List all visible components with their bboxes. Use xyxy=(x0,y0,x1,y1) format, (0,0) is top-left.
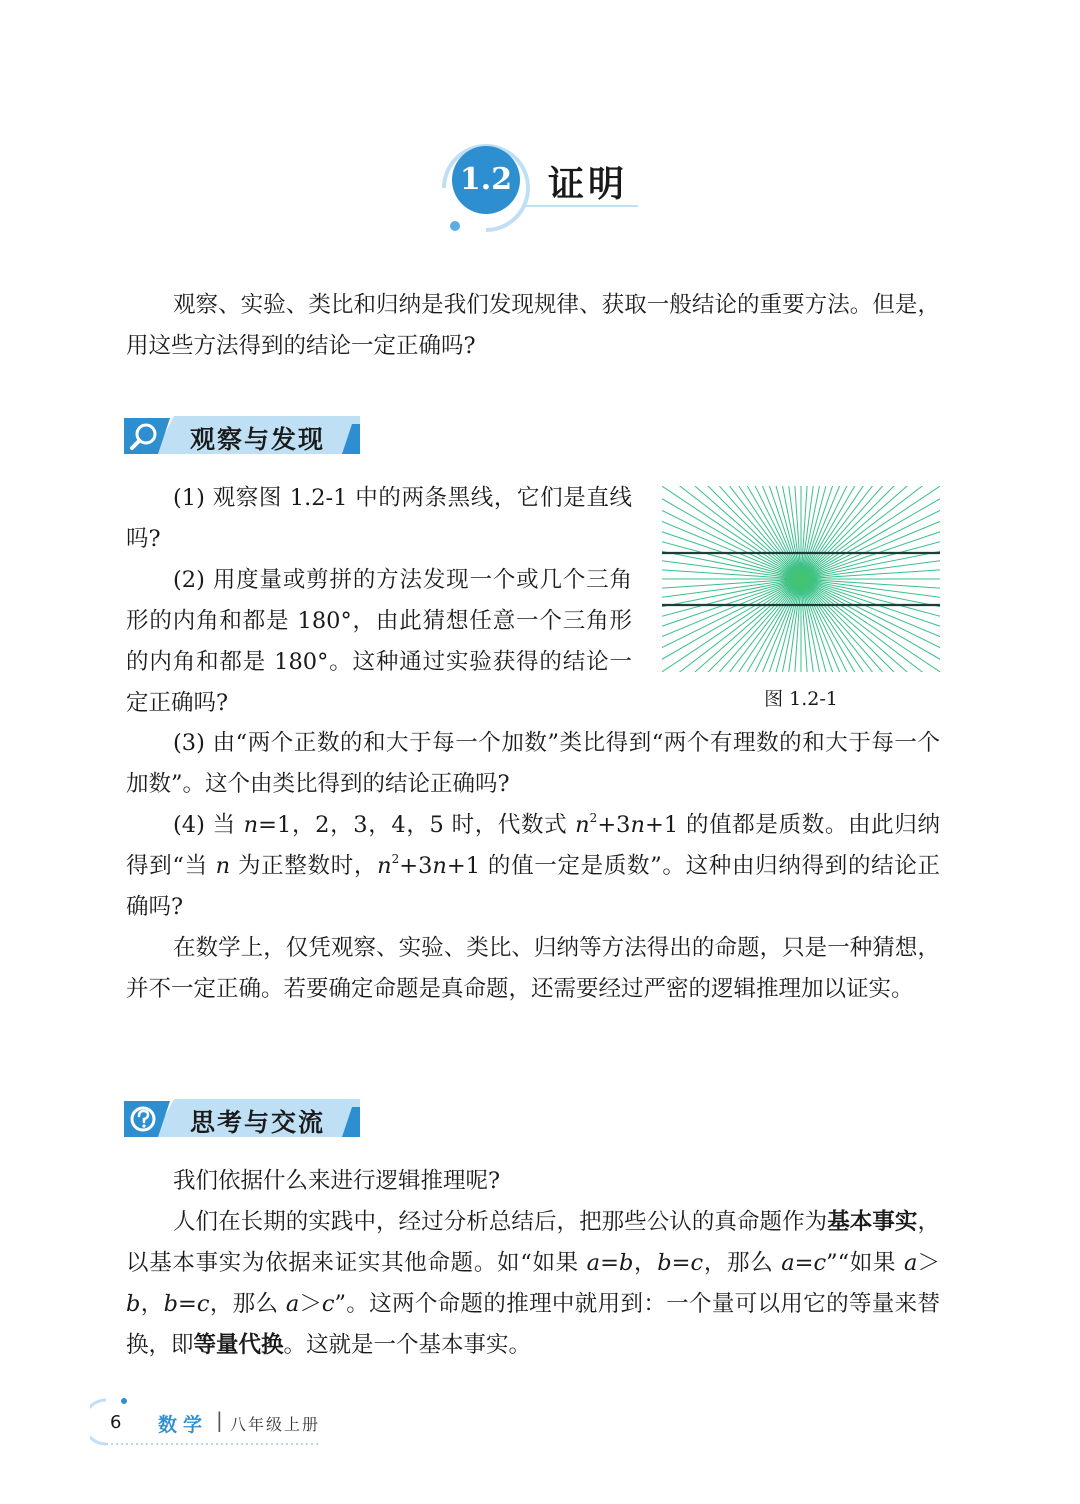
var-b: b xyxy=(657,1250,672,1276)
question-2: (2) 用度量或剪拼的方法发现一个或几个三角形的内角和都是 180°，由此猜想任意一个三角形的内角和都是 180°。这种通过实验获得的结论一定正确吗? xyxy=(126,567,632,716)
exponent: 2 xyxy=(391,852,400,866)
var-n: n xyxy=(243,812,259,838)
question-1: (1) 观察图 1.2-1 中的两条黑线，它们是直线吗? xyxy=(126,485,632,552)
var-n: n xyxy=(377,853,392,879)
q4-text: +1 的值一定是质数”。这种由归纳得到的结论正确吗? xyxy=(126,853,941,920)
para-text: ，以基本事实为依据来证实其他命题。如“如果 xyxy=(126,1209,940,1276)
q4-text: (4) 当 xyxy=(173,812,244,838)
think-question: 我们依据什么来进行逻辑推理呢? xyxy=(173,1168,501,1194)
var-c: c xyxy=(321,1291,335,1317)
var-a: a xyxy=(904,1250,918,1276)
book-grade: 八年级上册 xyxy=(230,1415,321,1434)
var-a: a xyxy=(781,1250,795,1276)
para-text: ， xyxy=(633,1250,658,1276)
term-substitution: 等量代换 xyxy=(193,1332,284,1358)
para-text: = xyxy=(794,1250,814,1276)
q4-text: 为正整数时， xyxy=(230,853,378,879)
q4-text: +3 xyxy=(597,812,631,838)
var-b: b xyxy=(618,1250,634,1276)
para-text: = xyxy=(600,1250,619,1276)
var-b: b xyxy=(126,1291,141,1317)
para-text: = xyxy=(178,1291,197,1317)
var-n: n xyxy=(575,812,590,838)
var-c: c xyxy=(813,1250,827,1276)
illusion-figure xyxy=(662,486,940,672)
center-glow xyxy=(779,561,823,597)
footer-separator: | xyxy=(216,1408,223,1432)
para-text: 人们在长期的实践中，经过分析总结后，把那些公认的真命题作为 xyxy=(173,1209,828,1235)
page-number: 6 xyxy=(110,1412,122,1433)
q4-text: +1 的值都是质数。由此归纳得到“当 xyxy=(126,812,940,879)
para-text: ＞ xyxy=(917,1250,940,1276)
q4-text: +3 xyxy=(399,853,433,879)
para-text: ，那么 xyxy=(209,1291,286,1317)
question-4 xyxy=(126,805,940,928)
var-a: a xyxy=(285,1291,300,1317)
exponent: 2 xyxy=(589,811,598,825)
var-a: a xyxy=(586,1250,601,1276)
para-text: ”。这两个命题的推理中就用到：一个量可以用它的等量来替换，即 xyxy=(126,1291,940,1358)
question-3: (3) 由“两个正数的和大于每一个加数”类比得到“两个有理数的和大于每一个加数”。这个由类比得到的结论正确吗? xyxy=(126,730,940,797)
conclusion-paragraph: 在数学上，仅凭观察、实验、类比、归纳等方法得出的命题，只是一种猜想，并不一定正确。若要确定命题是真命题，还需要经过严密的逻辑推理加以证实。 xyxy=(126,935,940,1002)
para-text: ，那么 xyxy=(703,1250,782,1276)
think-heading: 思考与交流 xyxy=(190,1108,326,1137)
para-text: ， xyxy=(140,1291,164,1317)
book-subject: 数学 xyxy=(158,1414,209,1436)
para-text: = xyxy=(671,1250,691,1276)
var-b: b xyxy=(163,1291,179,1317)
think-banner xyxy=(124,1099,364,1139)
var-n: n xyxy=(432,853,447,879)
var-c: c xyxy=(196,1291,210,1317)
intro-paragraph: 观察、实验、类比和归纳是我们发现规律、获取一般结论的重要方法。但是，用这些方法得到的结论一定正确吗? xyxy=(126,292,940,359)
var-n: n xyxy=(630,812,645,838)
section-number: 1.2 xyxy=(459,162,513,197)
observe-banner xyxy=(124,416,364,456)
figure-1-2-1 xyxy=(662,486,940,672)
page-footer xyxy=(90,1396,410,1448)
section-title: 证明 xyxy=(548,164,629,205)
q4-text: =1，2，3，4，5 时，代数式 xyxy=(258,812,576,838)
para-text: ”“如果 xyxy=(826,1250,905,1276)
observe-heading: 观察与发现 xyxy=(190,425,326,454)
var-n: n xyxy=(215,853,231,879)
term-basic-fact: 基本事实 xyxy=(827,1209,918,1235)
section-header xyxy=(424,140,664,240)
think-paragraph xyxy=(126,1202,940,1366)
figure-caption: 图 1.2-1 xyxy=(764,688,838,710)
para-text: ＞ xyxy=(299,1291,322,1317)
para-text: 。这就是一个基本事实。 xyxy=(283,1332,532,1358)
var-c: c xyxy=(690,1250,704,1276)
